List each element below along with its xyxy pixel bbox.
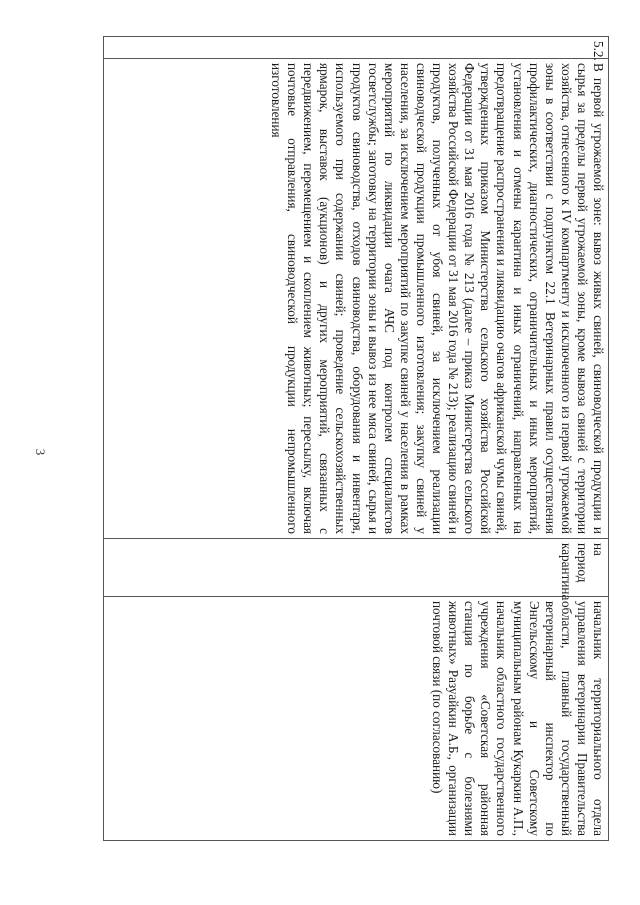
measure-text: В первой угрожаемой зоне: вывоз живых свиней, свиноводческой продукции и сырья за пределы первой угрожаемой зоны, кроме вывоза свиней с территории хозяйства, отнесенного к IV компартменту и исключенного из первой угрожаемой зоны в соответствии с подпунктом 22.1 Ветеринарных правил осуществления профилактических, диагностических, ограничительных и иных мероприятий, установления и отмены карантина и иных ограничений, направленных на предотвращение распространения и ликвидацию очагов африканской чумы свиней, утвержденных приказом Министерства сельского хозяйства Российской Федерации от 31 мая 2016 года № 213 (далее – приказ Министерства сельского хозяйства Российской Федерации от 31 мая 2016 года № 213); реализацию свиней и продуктов, полученных от убоя свиней, за исключением реализации свиноводческой продукции промышленного изготовления; закупку свиней у населения, за исключением мероприятий по закупке свиней у населения в рамках мероприятий по ликвидации очага АЧС под контролем специалистов госветслужбы; заготовку на территории зоны и вывоз из нее мяса свиней, сырья и продуктов свиноводства, отходов свиноводства, оборудования и инвентаря, используемого при содержании свиней; проведение сельскохозяйственных ярмарок, выставок (аукционов) и других мероприятий, связанных с передвижением, перемещением и скоплением животных; пересылку, включая почтовые отправления, свиноводческой продукции непромышленного изготовления	[269, 63, 606, 534]
table-row	[104, 37, 609, 841]
measures-table	[103, 36, 609, 841]
row-number-cell	[104, 37, 609, 59]
measure-cell	[104, 59, 609, 539]
term-text: на период карантина	[558, 543, 606, 601]
page-number: 3	[33, 448, 48, 456]
rotated-page-content	[103, 36, 609, 840]
responsible-cell	[104, 597, 609, 841]
term-cell	[104, 539, 609, 601]
row-number: 5.2.	[591, 41, 606, 61]
responsible-text: начальник территориального отдела управления ветеринарии Правительства области, главный государственный ветеринарный инспектор по Энгельсскому и Советскому муниципальным районам Кукаркин А.П., начальник областного государственного учреждения «Советская районная станция по борьбе с болезнями животных» Разуайкин А.Б., организации почтовой связи (по согласованию)	[430, 601, 606, 836]
